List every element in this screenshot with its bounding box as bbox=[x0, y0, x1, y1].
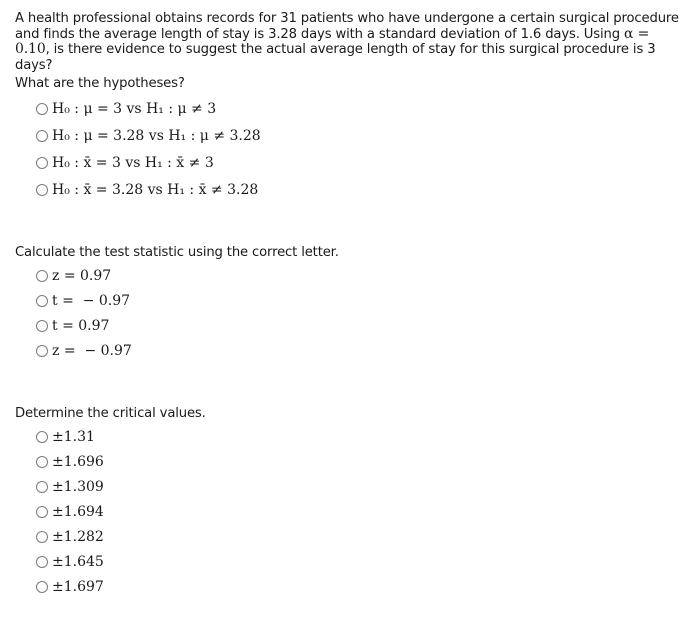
question-test-statistic bbox=[15, 245, 675, 363]
option-hypothesis-2[interactable] bbox=[15, 122, 675, 149]
option-statistic-2[interactable] bbox=[15, 288, 675, 313]
radio-button[interactable] bbox=[36, 295, 48, 307]
option-statistic-3[interactable] bbox=[15, 313, 675, 338]
radio-button[interactable] bbox=[36, 531, 48, 543]
option-text: ±1.282 bbox=[52, 528, 104, 545]
option-hypothesis-3[interactable] bbox=[15, 149, 675, 176]
question-critical-values bbox=[15, 406, 675, 599]
option-list bbox=[15, 263, 675, 363]
radio-button[interactable] bbox=[36, 130, 48, 142]
radio-button[interactable] bbox=[36, 581, 48, 593]
problem-text-part1: A health professional obtains records for 31 patients who have undergone a certain surgical procedure and finds the average length of stay is 3.28 days with a standard deviation of 1.6 days. Using bbox=[15, 11, 679, 42]
option-text: H₀ : μ = 3.28 vs H₁ : μ ≠ 3.28 bbox=[52, 127, 261, 144]
radio-button[interactable] bbox=[36, 103, 48, 115]
option-text: ±1.309 bbox=[52, 478, 104, 495]
radio-button[interactable] bbox=[36, 456, 48, 468]
problem-statement bbox=[15, 11, 687, 73]
option-text: z = − 0.97 bbox=[52, 342, 132, 359]
radio-button[interactable] bbox=[36, 481, 48, 493]
radio-button[interactable] bbox=[36, 345, 48, 357]
question-label: Calculate the test statistic using the correct letter. bbox=[15, 245, 339, 260]
radio-button[interactable] bbox=[36, 270, 48, 282]
option-list bbox=[15, 424, 675, 599]
option-statistic-4[interactable] bbox=[15, 338, 675, 363]
option-text: t = − 0.97 bbox=[52, 292, 131, 309]
option-critical-5[interactable] bbox=[15, 524, 675, 549]
question-label: What are the hypotheses? bbox=[15, 76, 185, 91]
option-critical-2[interactable] bbox=[15, 449, 675, 474]
option-hypothesis-4[interactable] bbox=[15, 176, 675, 203]
option-text: ±1.31 bbox=[52, 428, 95, 445]
problem-text-part2: , is there evidence to suggest the actual average length of stay for this surgical procedure is 3 days? bbox=[15, 42, 656, 73]
option-text: H₀ : x̄ = 3.28 vs H₁ : x̄ ≠ 3.28 bbox=[52, 181, 259, 198]
option-text: ±1.697 bbox=[52, 578, 104, 595]
option-hypothesis-1[interactable] bbox=[15, 95, 675, 122]
option-critical-7[interactable] bbox=[15, 574, 675, 599]
option-critical-6[interactable] bbox=[15, 549, 675, 574]
question-label: Determine the critical values. bbox=[15, 406, 206, 421]
option-statistic-1[interactable] bbox=[15, 263, 675, 288]
option-text: t = 0.97 bbox=[52, 317, 110, 334]
radio-button[interactable] bbox=[36, 320, 48, 332]
option-text: H₀ : μ = 3 vs H₁ : μ ≠ 3 bbox=[52, 100, 217, 117]
radio-button[interactable] bbox=[36, 506, 48, 518]
option-list bbox=[15, 95, 675, 203]
question-hypotheses bbox=[15, 76, 675, 203]
option-critical-3[interactable] bbox=[15, 474, 675, 499]
radio-button[interactable] bbox=[36, 556, 48, 568]
option-critical-1[interactable] bbox=[15, 424, 675, 449]
option-critical-4[interactable] bbox=[15, 499, 675, 524]
option-text: ±1.696 bbox=[52, 453, 104, 470]
option-text: ±1.645 bbox=[52, 553, 104, 570]
radio-button[interactable] bbox=[36, 431, 48, 443]
alpha-expression: α = 0.10 bbox=[15, 25, 650, 57]
radio-button[interactable] bbox=[36, 184, 48, 196]
option-text: ±1.694 bbox=[52, 503, 104, 520]
option-text: z = 0.97 bbox=[52, 267, 112, 284]
option-text: H₀ : x̄ = 3 vs H₁ : x̄ ≠ 3 bbox=[52, 154, 214, 171]
radio-button[interactable] bbox=[36, 157, 48, 169]
